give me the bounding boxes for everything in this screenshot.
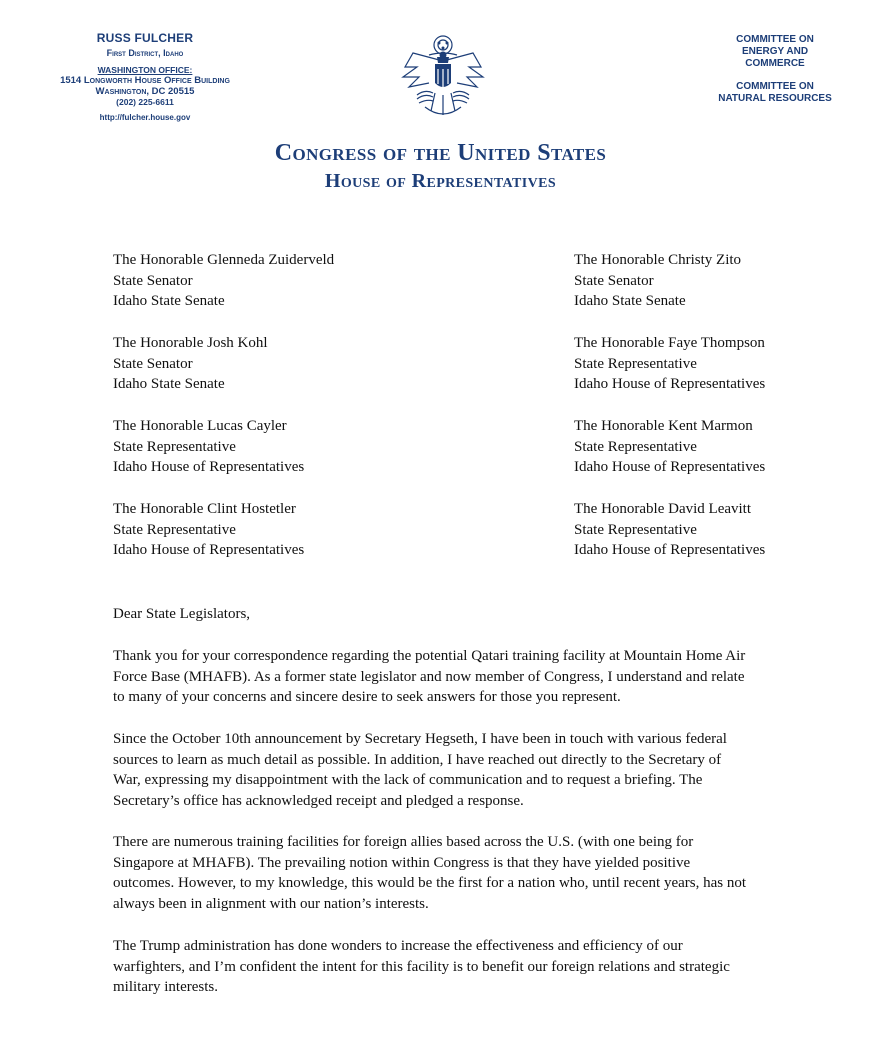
recipient-block: [113, 416, 304, 478]
paragraph-line: Secretary’s office has acknowledged receipt and pledged a response.: [113, 793, 524, 810]
office-address-line1: 1514 Longworth House Office Building: [60, 74, 230, 86]
recipient-block: [113, 499, 304, 561]
recipient-body: Idaho House of Representatives: [574, 376, 766, 393]
letter-paragraph: [113, 646, 793, 708]
committee-resources-line1: COMMITTEE ON: [736, 81, 814, 92]
recipient-name: The Honorable Clint Hostetler: [113, 501, 296, 517]
recipient-body: Idaho House of Representatives: [574, 459, 766, 476]
committee-resources-line2: NATURAL RESOURCES: [718, 93, 832, 104]
member-name: RUSS FULCHER: [96, 31, 194, 45]
paragraph-line: War, expressing my disappointment with the lack of communication and to request a briefing. The: [113, 772, 703, 789]
paragraph-line: outcomes. However, to my knowledge, this would be the first for a nation who, until recent years, has not: [113, 875, 747, 892]
letterhead-subtitle: House of Representatives: [324, 170, 557, 192]
letter-paragraph: [113, 832, 793, 915]
recipient-title: State Senator: [113, 272, 193, 289]
office-address-line2: Washington, DC 20515: [95, 85, 195, 97]
committee-energy-line3: COMMERCE: [745, 58, 805, 69]
salutation: Dear State Legislators,: [113, 606, 251, 622]
recipient-block: [574, 250, 741, 312]
office-website: http://fulcher.house.gov: [99, 112, 191, 122]
recipient-name: The Honorable Josh Kohl: [113, 335, 268, 351]
office-phone: (202) 225-6611: [116, 96, 174, 107]
paragraph-line: military interests.: [113, 979, 218, 996]
recipient-block: [113, 250, 334, 312]
letterhead-title: Congress of the United States: [274, 140, 607, 166]
recipient-title: State Representative: [113, 521, 236, 538]
recipient-name: The Honorable Christy Zito: [574, 252, 742, 268]
recipient-title: State Representative: [574, 438, 697, 455]
office-label: WASHINGTON OFFICE:: [97, 65, 193, 76]
recipient-block: [574, 416, 765, 478]
paragraph-line: The Trump administration has done wonders to increase the effectiveness and efficiency of our: [113, 938, 683, 954]
recipient-body: Idaho House of Representatives: [113, 542, 305, 559]
recipient-name: The Honorable Kent Marmon: [574, 418, 753, 434]
recipient-title: State Representative: [574, 355, 697, 372]
paragraph-line: Thank you for your correspondence regarding the potential Qatari training facility at Mountain Home Air: [113, 648, 746, 664]
recipient-block: [574, 333, 765, 395]
member-info-block: [40, 32, 250, 122]
paragraph-line: always been in alignment with our nation’s interests.: [113, 896, 429, 913]
recipient-title: State Representative: [574, 521, 697, 538]
paragraph-line: There are numerous training facilities for foreign allies based across the U.S. (with one being for: [113, 834, 694, 850]
committee-energy-line1: COMMITTEE ON: [736, 34, 814, 45]
recipient-title: State Senator: [574, 272, 654, 289]
recipient-name: The Honorable Glenneda Zuiderveld: [113, 252, 335, 268]
recipient-body: Idaho State Senate: [113, 293, 225, 310]
recipient-name: The Honorable Lucas Cayler: [113, 418, 287, 434]
paragraph-line: Since the October 10th announcement by Secretary Hegseth, I have been in touch with various federal: [113, 731, 727, 747]
paragraph-line: warfighters, and I’m confident the intent for this facility is to benefit our foreign relations and strategic: [113, 958, 730, 975]
paragraph-line: Force Base (MHAFB). As a former state legislator and now member of Congress, I understand and relate: [113, 668, 745, 685]
recipient-block: [574, 499, 765, 561]
paragraph-line: Singapore at MHAFB). The prevailing notion within Congress is that they have yielded positive: [113, 854, 691, 871]
paragraph-line: sources to learn as much detail as possible. In addition, I have reached out directly to the Secretary of: [113, 751, 722, 768]
letter-paragraph: [113, 936, 793, 998]
recipient-body: Idaho House of Representatives: [574, 542, 766, 559]
paragraph-line: to many of your concerns and sincere desire to seek answers for those you represent.: [113, 689, 621, 706]
recipient-name: The Honorable Faye Thompson: [574, 335, 765, 351]
recipient-body: Idaho State Senate: [574, 293, 686, 310]
recipient-body: Idaho State Senate: [113, 376, 225, 393]
committee-block: [700, 34, 850, 105]
recipient-name: The Honorable David Leavitt: [574, 501, 752, 517]
recipient-block: [113, 333, 268, 395]
recipient-title: State Senator: [113, 355, 193, 372]
letter-paragraph: [113, 729, 793, 812]
great-seal-icon: [395, 33, 491, 121]
recipient-body: Idaho House of Representatives: [113, 459, 305, 476]
committee-energy-line2: ENERGY AND: [741, 46, 809, 57]
member-district: First District, Idaho: [106, 47, 184, 58]
recipient-title: State Representative: [113, 438, 236, 455]
